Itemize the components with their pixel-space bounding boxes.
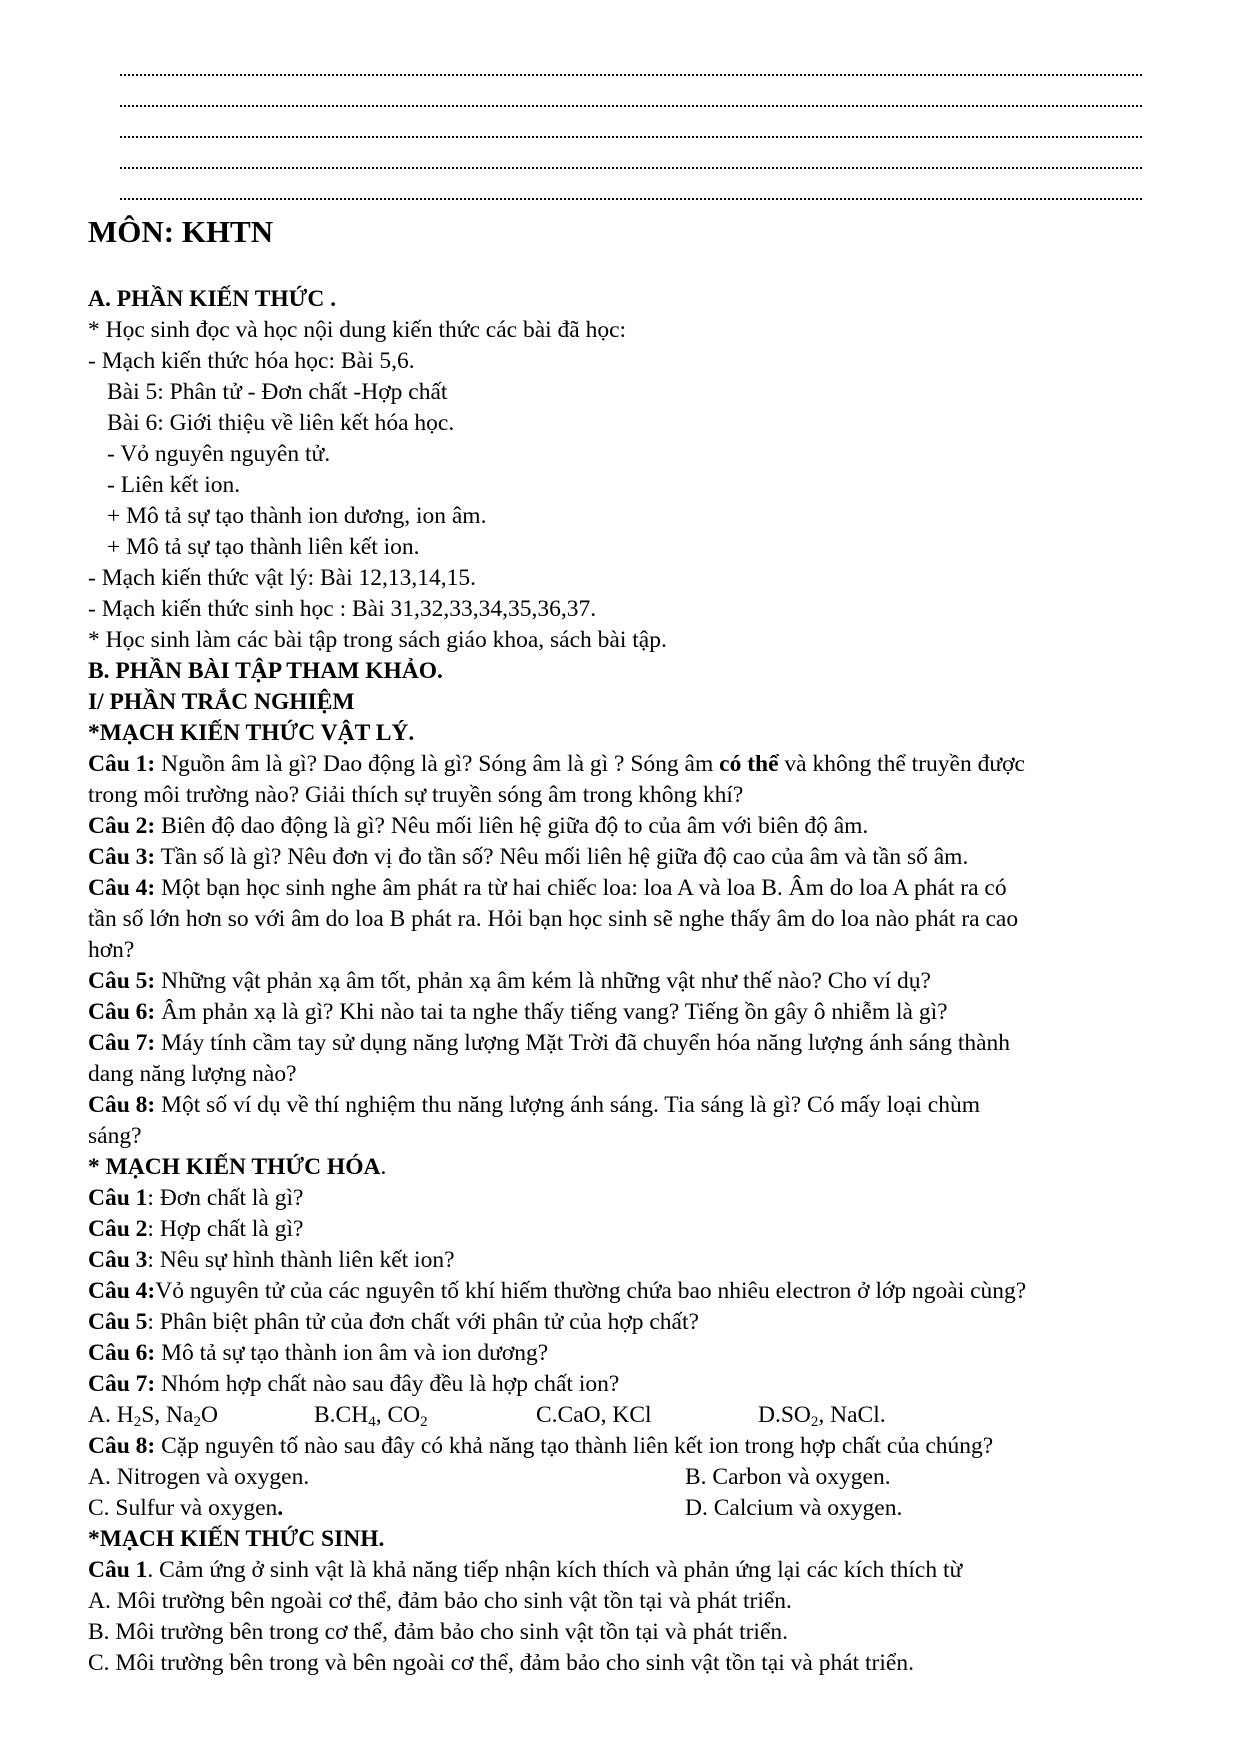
chemistry-title xyxy=(88,1152,386,1183)
chemistry-question-4 xyxy=(88,1276,1026,1307)
question-label: Câu 8: xyxy=(88,1092,156,1118)
physics-question-8 xyxy=(88,1090,980,1121)
section-a-line: - Liên kết ion. xyxy=(107,472,241,498)
question-label: Câu 2 xyxy=(88,1216,148,1242)
chemistry-title-text: * MẠCH KIẾN THỨC HÓA xyxy=(88,1154,381,1180)
question-text: Mô tả sự tạo thành ion âm và ion dương? xyxy=(155,1340,549,1366)
physics-title: *MẠCH KIẾN THỨC VẬT LÝ. xyxy=(88,720,415,746)
biology-question-1 xyxy=(88,1555,962,1586)
chemistry-question-7 xyxy=(88,1369,619,1400)
option-a: A. Môi trường bên ngoài cơ thể, đảm bảo cho sinh vật tồn tại và phát triển. xyxy=(88,1588,792,1614)
question-text: Tần số là gì? Nêu đơn vị đo tần số? Nêu mối liên hệ giữa độ cao của âm và tần số âm. xyxy=(155,844,969,870)
question-label: Câu 1 xyxy=(88,1185,148,1211)
section-a-line: + Mô tả sự tạo thành liên kết ion. xyxy=(107,534,420,560)
question-text: Vỏ nguyên tử của các nguyên tố khí hiếm thường chứa bao nhiêu electron ở lớp ngoài cùng? xyxy=(155,1278,1027,1304)
section-b-title: B. PHẦN BÀI TẬP THAM KHẢO. xyxy=(88,658,443,684)
subscript: 4 xyxy=(368,1414,376,1430)
answer-line-3 xyxy=(120,132,1142,138)
section-a-line: - Mạch kiến thức vật lý: Bài 12,13,14,15. xyxy=(88,565,477,591)
physics-question-3 xyxy=(88,842,968,873)
option-d xyxy=(758,1400,886,1431)
emphasis-text: có thể xyxy=(719,751,779,777)
chemistry-title-tail: . xyxy=(380,1154,387,1180)
physics-question-4 xyxy=(88,873,1007,904)
subscript: 2 xyxy=(193,1414,201,1430)
question-label: Câu 1 xyxy=(88,1557,148,1583)
question-text: Máy tính cầm tay sử dụng năng lượng Mặt Trời đã chuyển hóa năng lượng ánh sáng thành xyxy=(155,1030,1011,1056)
section-a-line: + Mô tả sự tạo thành ion dương, ion âm. xyxy=(107,503,487,529)
subscript: 2 xyxy=(420,1414,428,1430)
option-text: B.CH xyxy=(314,1402,369,1428)
question-label: Câu 8: xyxy=(88,1433,156,1459)
question-text: : Phân biệt phân tử của đơn chất với phân tử của hợp chất? xyxy=(147,1309,699,1335)
option-d: D. Calcium và oxygen. xyxy=(685,1495,903,1521)
option-text: C.CaO, KCl xyxy=(536,1402,652,1428)
question-text: : Nêu sự hình thành liên kết ion? xyxy=(147,1247,455,1273)
section-a-line: * Học sinh đọc và học nội dung kiến thức các bài đã học: xyxy=(88,317,627,343)
question-text: : Đơn chất là gì? xyxy=(147,1185,304,1211)
physics-question-2 xyxy=(88,811,868,842)
question-label: Câu 3 xyxy=(88,1247,148,1273)
section-a-line: * Học sinh làm các bài tập trong sách giáo khoa, sách bài tập. xyxy=(88,627,667,653)
chemistry-question-3 xyxy=(88,1245,455,1276)
chemistry-question-8 xyxy=(88,1431,993,1462)
chemistry-question-5 xyxy=(88,1307,699,1338)
section-a-line: - Mạch kiến thức hóa học: Bài 5,6. xyxy=(88,348,415,374)
chemistry-question-6 xyxy=(88,1338,548,1369)
question-text: Cặp nguyên tố nào sau đây có khả năng tạo thành liên kết ion trong hợp chất của chúng? xyxy=(155,1433,994,1459)
option-a xyxy=(88,1400,218,1431)
answer-line-5 xyxy=(120,194,1142,200)
option-b: B. Môi trường bên trong cơ thể, đảm bảo cho sinh vật tồn tại và phát triển. xyxy=(88,1619,789,1645)
physics-question-1 xyxy=(88,749,1025,780)
physics-question-5 xyxy=(88,966,931,997)
question-label: Câu 3: xyxy=(88,844,156,870)
option-text: C. Sulfur và oxygen xyxy=(88,1495,278,1521)
physics-question-6 xyxy=(88,997,948,1028)
section-a-line: - Vỏ nguyên nguyên tử. xyxy=(107,441,331,467)
option-c: C. Môi trường bên trong và bên ngoài cơ thể, đảm bảo cho sinh vật tồn tại và phát triển. xyxy=(88,1650,914,1676)
question-label: Câu 6: xyxy=(88,999,156,1025)
answer-line-2 xyxy=(120,101,1142,107)
physics-question-1-cont: trong môi trường nào? Giải thích sự truyền sóng âm trong không khí? xyxy=(88,782,744,808)
question-text: Một số ví dụ về thí nghiệm thu năng lượng ánh sáng. Tia sáng là gì? Có mấy loại chùm xyxy=(155,1092,980,1118)
physics-question-7-cont: dang năng lượng nào? xyxy=(88,1061,297,1087)
option-text: , CO xyxy=(375,1402,421,1428)
section-a-line: - Mạch kiến thức sinh học : Bài 31,32,33,34,35,36,37. xyxy=(88,596,597,622)
physics-question-4-cont: tần số lớn hơn so với âm do loa B phát ra. Hỏi bạn học sinh sẽ nghe thấy âm do loa nào phát ra cao xyxy=(88,906,1019,932)
question-text: : Hợp chất là gì? xyxy=(147,1216,304,1242)
section-a-line: Bài 5: Phân tử - Đơn chất -Hợp chất xyxy=(107,379,448,405)
section-a-line: Bài 6: Giới thiệu về liên kết hóa học. xyxy=(107,410,455,436)
question-text: Nhóm hợp chất nào sau đây đều là hợp chất ion? xyxy=(155,1371,620,1397)
question-label: Câu 4: xyxy=(88,1278,156,1304)
question-text: . Cảm ứng ở sinh vật là khả năng tiếp nhận kích thích và phản ứng lại các kích thích từ xyxy=(147,1557,963,1583)
question-text: Một bạn học sinh nghe âm phát ra từ hai chiếc loa: loa A và loa B. Âm do loa A phát ra có xyxy=(155,875,1007,901)
question-label: Câu 2: xyxy=(88,813,156,839)
chemistry-question-2 xyxy=(88,1214,303,1245)
physics-question-7 xyxy=(88,1028,1010,1059)
option-text: O xyxy=(200,1402,218,1428)
question-text: Âm phản xạ là gì? Khi nào tai ta nghe thấy tiếng vang? Tiếng ồn gây ô nhiễm là gì? xyxy=(155,999,948,1025)
answer-line-4 xyxy=(120,163,1142,169)
option-tail: . xyxy=(277,1495,284,1521)
subscript: 2 xyxy=(810,1414,819,1430)
option-b xyxy=(314,1400,428,1431)
option-a: A. Nitrogen và oxygen. xyxy=(88,1464,310,1490)
option-b: B. Carbon và oxygen. xyxy=(685,1464,891,1490)
option-text: , NaCl. xyxy=(818,1402,886,1428)
question-label: Câu 7: xyxy=(88,1371,156,1397)
option-c xyxy=(536,1400,652,1431)
biology-title: *MẠCH KIẾN THỨC SINH. xyxy=(88,1526,385,1552)
question-label: Câu 6: xyxy=(88,1340,156,1366)
question-text: Biên độ dao động là gì? Nêu mối liên hệ giữa độ to của âm với biên độ âm. xyxy=(155,813,869,839)
option-text: D.SO xyxy=(758,1402,811,1428)
chemistry-question-1 xyxy=(88,1183,303,1214)
part-1-title: I/ PHẦN TRẮC NGHIỆM xyxy=(88,689,355,715)
question-text: Nguồn âm là gì? Dao động là gì? Sóng âm là gì ? Sóng âm xyxy=(155,751,720,777)
option-c xyxy=(88,1493,283,1524)
subscript: 2 xyxy=(133,1414,142,1430)
question-label: Câu 7: xyxy=(88,1030,156,1056)
subject-heading: MÔN: KHTN xyxy=(88,214,274,249)
physics-question-4-cont: hơn? xyxy=(88,937,135,963)
option-text: A. H xyxy=(88,1402,134,1428)
question-label: Câu 1: xyxy=(88,751,156,777)
question-text: và không thể truyền được xyxy=(778,751,1025,777)
question-label: Câu 4: xyxy=(88,875,156,901)
question-label: Câu 5: xyxy=(88,968,156,994)
physics-question-8-cont: sáng? xyxy=(88,1123,142,1149)
answer-line-1 xyxy=(120,70,1142,76)
section-a-title: A. PHẦN KIẾN THỨC . xyxy=(88,286,337,312)
question-text: Những vật phản xạ âm tốt, phản xạ âm kém là những vật như thế nào? Cho ví dụ? xyxy=(155,968,931,994)
question-label: Câu 5 xyxy=(88,1309,148,1335)
option-text: S, Na xyxy=(141,1402,194,1428)
